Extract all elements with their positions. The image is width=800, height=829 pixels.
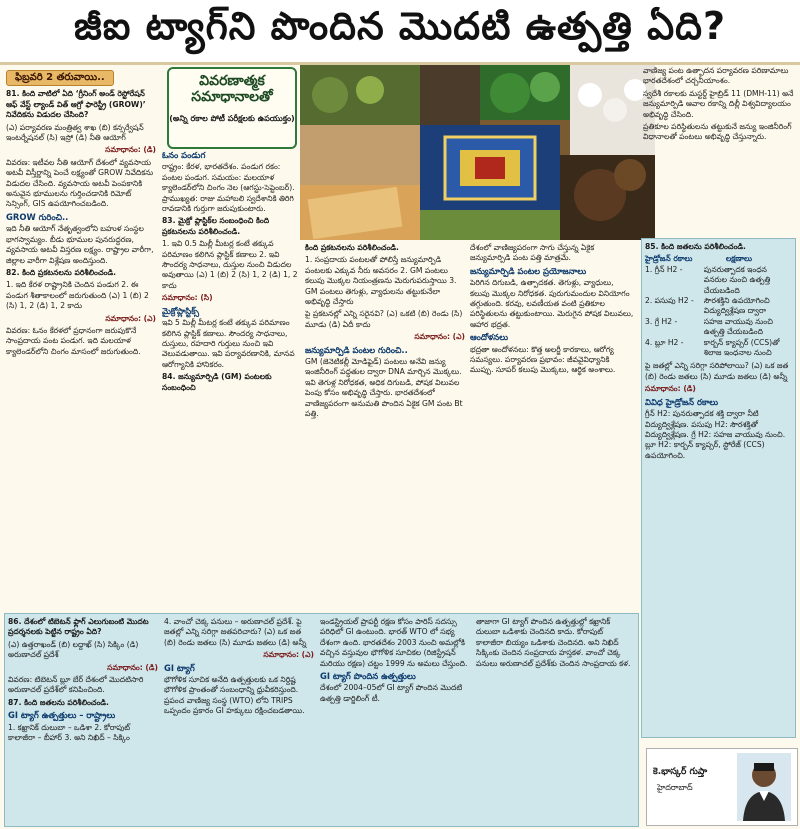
gi-products-photo-collage (300, 65, 655, 240)
hydrogen-name: 3. గ్రే H2 - (645, 316, 678, 326)
question-83-answer: సమాధానం: (సి) (162, 293, 213, 303)
question-85: 85. కింది జతలను పరిశీలించండి. (645, 242, 746, 251)
gm-regulation-text: ప్రతికూల పరిస్థితులను తట్టుకునే జన్యు ఇంజినీరింగ్ విధానాలతో పంటలు అభివృద్ధి చేస్తున్నారు. (643, 122, 792, 142)
hydrogen-types-heading: వివిధ హైడ్రోజన్ రకాలు (645, 396, 719, 407)
gm-advantages-heading: జన్యుమార్పిడి పంటల ప్రయోజనాలు (470, 265, 587, 276)
question-84-intro: కింది ప్రకటనలను పరిశీలించండి. (305, 243, 399, 252)
gi-recent-text: తాజాగా GI ట్యాగ్ పొందిన ఉత్పత్తుల్లో కఖ్రానిక్ దులుబా ఒడిశాకు చెందినది కాదు. కోరాపుట్ కాలాజీరా బియ్యం ఒడిశాకు చెందినది. అని నిఖిద్ సిక్కింకు చెందిన సంప్రదాయ హస్తకళ. వాంచో చెక్క పనులు అరుణాచల్ ప్రదేశ్‌కు చెందిన సాంప్రదాయ కళ. (476, 617, 631, 668)
hydrogen-desc: సహజ వాయువు నుంచి ఉత్పత్తి చేయబడింది (703, 316, 773, 337)
hydrogen-types-header: హైడ్రోజన్ రకాలు (645, 254, 693, 264)
author-name: కె.భాస్కర్ గుప్తా (653, 767, 708, 777)
hydrogen-desc: సౌరశక్తిని ఉపయోగించి విద్యుద్విశ్లేషణ ద్వారా (703, 296, 770, 316)
bottom-column-2 (164, 617, 314, 822)
question-85-answer: సమాధానం: (డి) (645, 384, 696, 394)
gm-concerns-text: భద్రతా ఆందోళనలు: కొత్త అలర్జీ కారకాలు, ఆరోగ్య సమస్యలు. పర్యావరణ ప్రభావం: జీవవైవిధ్యానికి ముప్పు. సూపర్ కలుపు మొక్కలు, ఆర్థిక అంశాలు. (470, 344, 616, 375)
mustard-text: స్వదేశీ రకాలకు మస్టర్డ్ హైబ్రిడ్ 11 (DMH-11) అనే జన్యుమార్పిడి ఆవాల రకాన్ని దిల్లీ విశ్వవిద్యాలయం అభివృద్ధి చేసింది. (643, 88, 794, 119)
question-82-explanation: వివరణ: ఓనం కేరళలో ప్రధానంగా జరుపుకొనే సాంప్రదాయ పంట పండుగ. ఇది మలయాళ క్యాలెండర్‌లోని చింగం మాసంలో జరుగుతుంది. (6, 325, 141, 356)
gm-crops-text: GM (జెనెటికల్లీ మోడిఫైడ్) పంటలు అనేవి జన్యు ఇంజినీరింగ్ పద్ధతుల ద్వారా DNA మార్చిన మొక్కలు. ఇవి తెగుళ్ల నిరోధకత, అధిక దిగుబడి, పోషక విలువల పెంపు కోసం అభివృద్ధి చేస్తారు. భారతదేశంలో వాణిజ్యపరంగా అనుమతి పొందిన ఏకైక GM పంట Bt పత్తి. (305, 357, 463, 419)
hydrogen-desc: కార్బన్ క్యాప్చర్ (CCS)తో శిలాజ ఇంధనాల నుంచి (703, 337, 780, 358)
onam-text: రాష్ట్రం: కేరళ, భారతదేశం. పండుగ రకం: పంటల పండుగ. సమయం: మలయాళ క్యాలెండర్‌లోని చింగం నెల (ఆగస్టు-సెప్టెంబర్). ప్రాముఖ్యత: రాజు మహాబలి స్వదేశానికి తిరిగి రావడానికి గుర్తుగా జరుపుకుంటారు. (162, 162, 295, 214)
question-86: 86. దేశంలో టిబెటన్ ఫ్లాగ్ ఎలుగుబంటి మొదట ప్రదర్శనలకు పెట్టిన రాష్ట్రం ఏది? (8, 617, 149, 637)
hydrogen-table-header (645, 254, 792, 264)
box-subtitle: (అన్ని రకాల పోటీ పరీక్షలకు ఉపయుక్తం) (169, 114, 295, 123)
section-label: ఫిబ్రవరి 2 తరువాయి.. (6, 70, 114, 86)
gm-advantages-text: పెరిగిన దిగుబడి, ఉత్పాదకత. తెగుళ్లు, వ్యాధులు, కలుపు మొక్కల నిరోధకత. పురుగుమందుల వినియోగం తగ్గుతుంది. కరవు, లవణీయత వంటి ప్రతికూల పరిస్థితులను తట్టుకుంటాయి. మెరుగైన పోషక విలువలు, ఆహార భద్రత. (470, 278, 634, 329)
box-title: వివరణాత్మక సమాధానాలతో (191, 73, 273, 105)
column-4 (470, 243, 635, 590)
collage-image (300, 65, 655, 240)
question-82-options: 1. ఇది కేరళ రాష్ట్రానికి చెందిన పండుగ 2. ఈ పండుగ శీతాకాలంలో జరుగుతుంది (ఎ) 1 (బి) 2 (సి) 1, 2 (డి) 1, 2 కాదు (6, 280, 149, 311)
hydrogen-row (645, 265, 792, 296)
question-87: 87. కింది జతలను పరిశీలించండి. (8, 697, 109, 707)
bottom-column-3 (320, 617, 470, 822)
question-85-box (641, 238, 796, 738)
features-header: లక్షణాలు (725, 254, 753, 264)
grow-heading: GROW గురించి.. (6, 211, 69, 222)
question-87-rows: 1. కఖ్రానిక్ దులుబా – ఒడిశా 2. కోరాపుట్ కాలాజీరా – బీహార్ 3. అని నిఖిద్ – సిక్కిం (8, 722, 131, 743)
question-83: 83. మైక్రో ప్లాస్టిక్‌ల సంబంధించి కింది ప్రకటనలను పరిశీలించండి. (162, 216, 270, 236)
gm-crops-heading: జన్యుమార్పిడి పంటల గురించి.. (305, 344, 408, 355)
column-5-intro: వాణిజ్య పంట ఉత్పాదన పర్యావరణ పరిణామాలు భారతదేశంలో చర్చనీయాంశం. (643, 66, 789, 86)
question-81-options: (ఎ) పర్యావరణ మంత్రిత్వ శాఖ (బి) కన్సర్వేషన్ ఇంటర్నేషనల్ (సి) ఇస్రో (డి) నీతి ఆయోగ్ (6, 122, 144, 143)
author-photo (737, 753, 791, 821)
microplastics-text: ఇవి 5 మిల్లీ మీటర్ల కంటే తక్కువ పరిమాణం కలిగిన ప్లాస్టిక్ కణాలు. సౌందర్య సాధనాలు, దుస్తులు, రహదారి గుర్తులు నుంచి ఇవి వెలువడుతాయి. ఇవి పర్యావరణానికి, మానవ ఆరోగ్యానికి హానికరం. (162, 318, 295, 369)
gi-tag-definition: భౌగోళిక సూచిక అనేది ఉత్పత్తులకు ఒక నిర్దిష్ట భౌగోళిక ప్రాంతంతో సంబంధాన్ని ధ్రువీకరిస్తుంది. ప్రపంచ వాణిజ్య సంస్థ (WTO) లోని TRIPS ఒప్పందం ప్రకారం GI హక్కులు రక్షించబడతాయి. (164, 675, 305, 716)
gi-products-heading: GI ట్యాగ్ పొందిన ఉత్పత్తులు (320, 671, 416, 682)
gm-concerns-heading: ఆందోళనలు (470, 332, 509, 343)
question-84-answer: సమాధానం: (ఎ) (414, 332, 465, 342)
hydrogen-desc: పునరుత్పాదక ఇంధన వనరుల నుంచి ఉత్పత్తి చేయబడింది (703, 264, 771, 295)
question-84-options: పై ప్రకటనల్లో ఎన్ని సరైనవి? (ఎ) ఒకటి (బి) రెండు (సి) మూడు (డి) ఏదీ కాదు (305, 309, 463, 329)
column-1 (6, 70, 156, 590)
question-81: 81. కింది వాటిలో ఏది ‘గ్రీనింగ్ అండ్ రెస్టోరేషన్ ఆఫ్ వేస్ట్ ల్యాండ్ విత్ ఆగ్రో ఫారెస్ట్రీ (GROW)’ నివేదికను విడుదల చేసింది? (6, 89, 146, 120)
hydrogen-name: 4. బ్లూ H2 - (645, 337, 684, 347)
gi-products-text: దేశంలో 2004–05లో GI ట్యాగ్ పొందిన మొదటి ఉత్పత్తి డార్జిలింగ్ టీ. (320, 683, 463, 703)
gi-tag-heading: GI ట్యాగ్ (164, 662, 195, 673)
author-box (646, 748, 798, 826)
column-3 (305, 243, 465, 590)
explanatory-answers-box (167, 67, 297, 149)
question-82: 82. కింది ప్రకటనలను పరిశీలించండి. (6, 267, 117, 277)
grow-text: ఇది నీతి ఆయోగ్ నేతృత్వంలోని బహుళ సంస్థల భాగస్వామ్యం. బీడు భూముల పునరుద్ధరణ, వ్యవసాయ అటవీ విస్తరణ లక్ష్యం. రాష్ట్రాల వారీగా, జిల్లాల వారీగా విశ్లేషణ అందిస్తుంది. (6, 224, 154, 265)
question-82-answer: సమాధానం: (ఎ) (105, 313, 156, 323)
author-place: హైదరాబాద్ (657, 783, 693, 792)
hydrogen-name: 1. గ్రీన్ H2 - (645, 264, 683, 274)
question-86-answer: సమాధానం: (డి) (107, 662, 158, 672)
hydrogen-row (645, 317, 792, 338)
hydrogen-row (645, 296, 792, 317)
question-84-start: 84. జన్యుమార్పిడి (GM) పంటలకు సంబంధించి (162, 372, 272, 392)
question-86-options: (ఎ) ఉత్తరాఖండ్ (బి) లద్దాఖ్ (సి) సిక్కిం (డి) అరుణాచల్ ప్రదేశ్ (8, 639, 139, 660)
question-86-explanation: వివరణ: టిబెటన్ బ్లూ బేర్ దేశంలో మొదటిసారి అరుణాచల్ ప్రదేశ్‌లో కనిపించింది. (8, 675, 144, 695)
column-4-intro: దేశంలో వాణిజ్యపరంగా సాగు చేస్తున్న ఏకైక జన్యుమార్పిడి పంట పత్తి మాత్రమే. (470, 243, 595, 263)
column-5 (643, 66, 795, 226)
author-portrait-icon (737, 753, 791, 821)
question-87-continued: 4. వాంచో చెక్క పనులు – అరుణాచల్ ప్రదేశ్. పై జతల్లో ఎన్ని సరిగ్గా జతపరిచారు? (ఎ) ఒక జత (బి) రెండు జతలు (సి) మూడు జతలు (డి) అన్నీ (164, 617, 307, 647)
hydrogen-row (645, 338, 792, 359)
question-87-header: GI ట్యాగ్ ఉత్పత్తులు – రాష్ట్రాలు (8, 710, 116, 721)
question-84-statements: 1. సంప్రదాయ పంటలతో పోలిస్తే జన్యుమార్పిడి పంటలకు ఎక్కువ నీరు అవసరం 2. GM పంటలు కలుపు మొక్కల నియంత్రణను మెరుగుపరుస్తాయి 3. GM పంటలు తెగుళ్లు, వ్యాధులను తట్టుకునేలా అభివృద్ధి చేస్తారు (305, 255, 457, 307)
onam-heading: ఓనం పండుగ (162, 150, 206, 160)
microplastics-heading: మైక్రోప్లాస్టిక్స్ (162, 305, 200, 316)
hydrogen-types-text: గ్రీన్ H2: పునరుత్పాదక శక్తి ద్వారా నీటి విద్యుద్విశ్లేషణ. పసుపు H2: సౌరశక్తితో విద్యుద్విశ్లేషణ. గ్రే H2: సహజ వాయువు నుంచి. బ్లూ H2: కార్బన్ క్యాప్చర్, స్టోరేజ్ (CCS) ఉపయోగించి. (645, 409, 786, 460)
question-83-options: 1. ఇవి 0.5 మిల్లీ మీటర్ల కంటే తక్కువ పరిమాణం కలిగిన ప్లాస్టిక్ కణాలు 2. ఇవి సౌందర్య సాధనాలు, దుస్తుల నుంచి విడుదల అవుతాయి (ఎ) 1 (బి) 2 (సి) 1, 2 (డి) 1, 2 కాదు (162, 239, 298, 290)
question-85-options: పై జతల్లో ఎన్ని సరిగ్గా సరిపోలాయి? (ఎ) ఒక జత (బి) రెండు జతలు (సి) మూడు జతలు (డి) అన్నీ (645, 361, 789, 381)
question-81-answer: సమాధానం: (డి) (105, 145, 156, 155)
hydrogen-name: 2. పసుపు H2 - (645, 296, 694, 306)
column-2 (162, 150, 300, 590)
question-81-explanation: వివరణ: ఇటీవల నీతి ఆయోగ్ దేశంలో వ్యవసాయ అటవీ విస్తీర్ణాన్ని పెంచే లక్ష్యంతో GROW నివేదికను విడుదల చేసింది. వ్యవసాయ అటవీ పెంపకానికి అనువైన భూములను గుర్తించడానికి రిమోట్ సెన్సింగ్, GIS ఉపయోగించబడింది. (6, 157, 154, 209)
page-title: జీఐ ట్యాగ్‌ని పొందిన మొదటి ఉత్పత్తి ఏది? (74, 4, 726, 48)
headline-bar (0, 0, 800, 65)
question-87-answer: సమాధానం: (ఎ) (263, 650, 314, 660)
bottom-column-4 (476, 617, 632, 822)
bottom-column-1 (8, 617, 158, 822)
gi-wto-text: ఇండస్ట్రియల్ ప్రాపర్టీ రక్షణ కోసం పారిస్ సదస్సు పరిధిలో GI ఉంటుంది. భారత్ WTO లో సభ్య దేశంగా ఉంది. భారతదేశం 2003 నుంచి అమల్లోకి వచ్చిన వస్తువుల భౌగోళిక సూచికల (రిజిస్ట్రేషన్ మరియు రక్షణ) చట్టం 1999 ను అమలు చేస్తుంది. (320, 617, 468, 668)
